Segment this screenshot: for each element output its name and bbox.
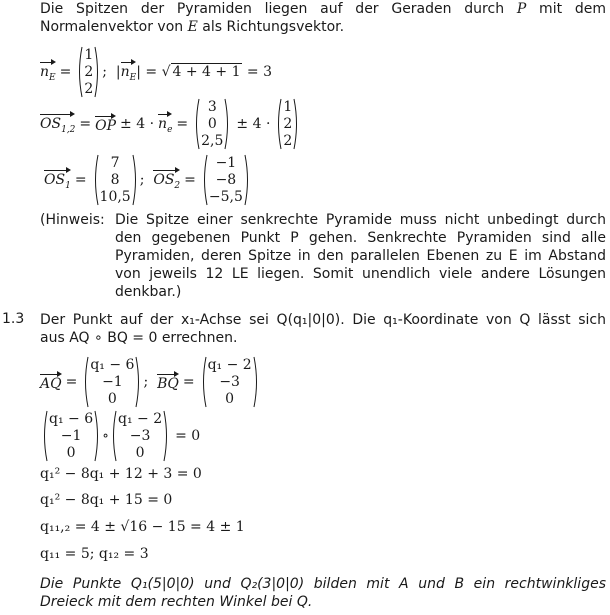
section-number: 1.3	[2, 311, 25, 327]
normal-vector-column: 1 2 2	[77, 46, 100, 98]
quadratic-step-2: q₁² − 8q₁ + 15 = 0	[40, 492, 173, 508]
apex-results-equation: $OS_1$ = 7 8 10,5 ; $OS_2$ = −1 −8 −5,5	[44, 154, 252, 206]
hint-prefix: (Hinweis:	[40, 212, 105, 228]
dot-product-equation: q₁ − 6 −1 0 ∘ q₁ − 2 −3 0 = 0	[40, 410, 204, 462]
aq-bq-vectors: AQ = q₁ − 6 −1 0 ; BQ = q₁ − 2 −3 0	[40, 356, 261, 408]
intro-paragraph: Die Spitzen der Pyramiden liegen auf der Geraden durch P mit dem Normalenvektor von E als Richtungsvektor.	[40, 1, 606, 35]
quadratic-step-1: q₁² − 8q₁ + 12 + 3 = 0	[40, 466, 202, 482]
normal-vector-equation: $n_E$ = 1 2 2 ; $|n_E|$ = √ 4 + 4 + 1 = 3	[40, 46, 273, 97]
pyramid-apex-equation: $OS_{1,2}$ = OP ± 4 · $n_e$ = 3 0 2,5 ± 4 · 1 2 2	[40, 98, 301, 150]
section-line-1: Der Punkt auf der x₁-Achse sei Q(q₁|0|0). Die q₁-Koordinate von Q lässt sich	[40, 312, 606, 328]
section-line-2: aus AQ ∘ BQ = 0 errechnen.	[40, 330, 238, 346]
roots-result: q₁₁ = 5; q₁₂ = 3	[40, 546, 149, 562]
hint-text: Die Spitze einer senkrechte Pyramide muss nicht unbedingt durch den gegebenen Punkt P gehen. Senkrechte Pyramiden sind alle Pyramiden, deren Spitze in den parallelen Ebenen zu E im Abstand von jeweils 12 LE liegen. Somit unendlich viele andere Lösungen denkbar.)	[115, 212, 606, 300]
conclusion: Die Punkte Q₁(5|0|0) und Q₂(3|0|0) bilden mit A und B ein rechtwinkliges Dreieck mit dem rechten Winkel bei Q.	[40, 576, 606, 610]
quadratic-solution: q₁₁,₂ = 4 ± √16 − 15 = 4 ± 1	[40, 519, 245, 535]
